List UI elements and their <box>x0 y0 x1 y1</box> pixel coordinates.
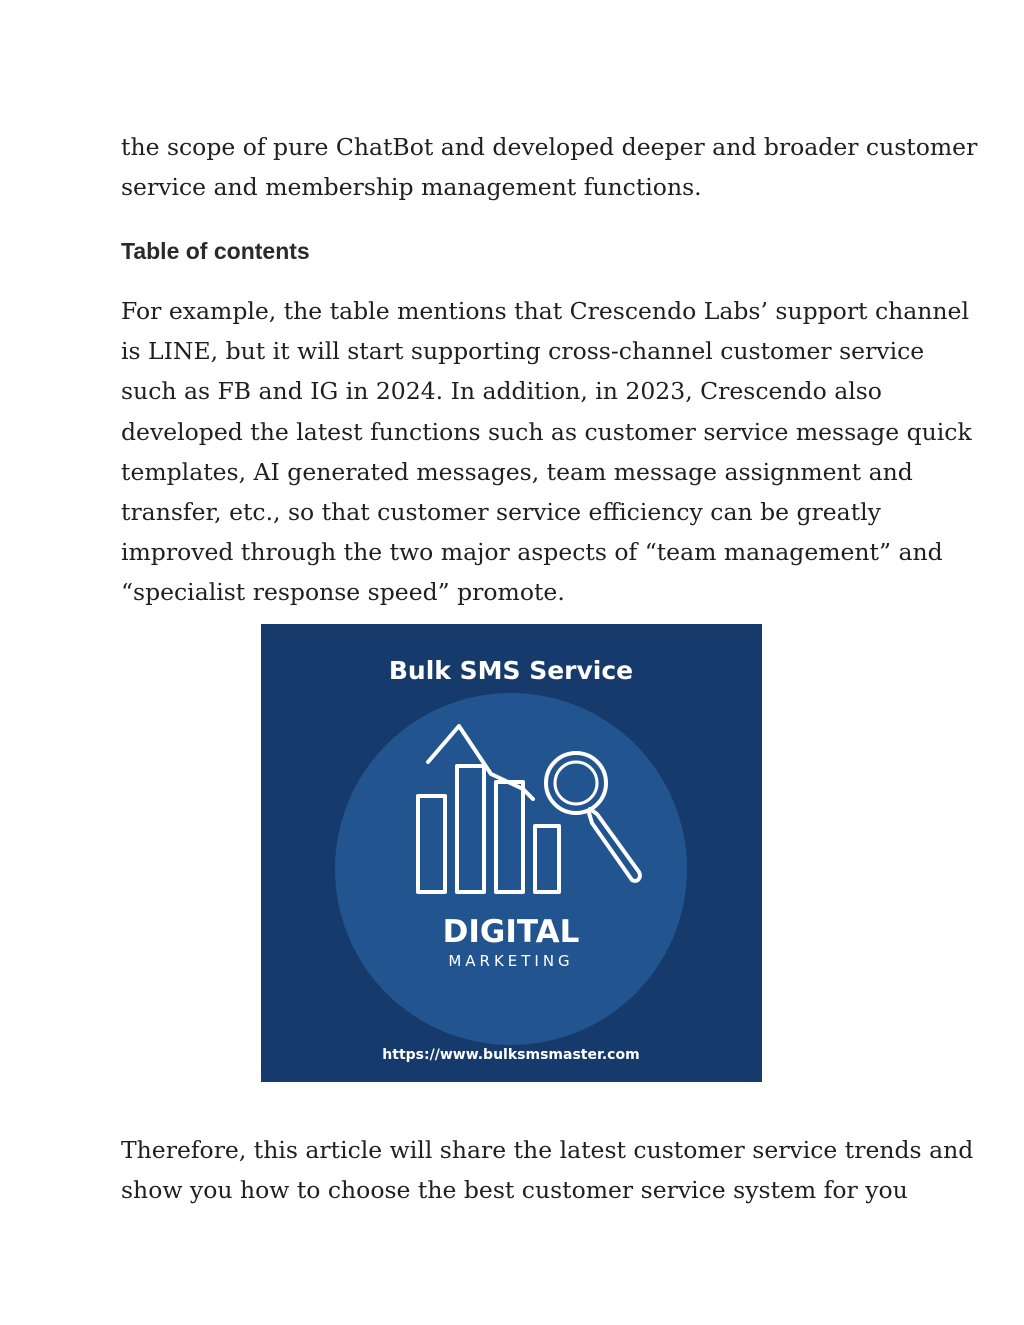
example-paragraph <box>121 291 972 613</box>
text-line: is LINE, but it will start supporting cross-channel customer service <box>121 337 925 366</box>
banner-main-word: DIGITAL <box>442 914 580 950</box>
text-line: show you how to choose the best customer service system for you <box>121 1176 908 1205</box>
text-line: such as FB and IG in 2024. In addition, in 2023, Crescendo also <box>121 377 882 406</box>
bulk-sms-banner-image <box>261 624 762 1082</box>
text-line: For example, the table mentions that Crescendo Labs’ support channel <box>121 297 969 325</box>
banner-circle <box>335 693 687 1045</box>
text-line: developed the latest functions such as customer service message quick <box>121 417 972 446</box>
banner-sub-word: MARKETING <box>448 952 574 970</box>
text-line: the scope of pure ChatBot and developed deeper and broader customer <box>121 133 978 161</box>
text-line: Therefore, this article will share the latest customer service trends and <box>121 1136 974 1164</box>
intro-paragraph <box>121 127 978 207</box>
text-line: improved through the two major aspects of “team management” and <box>121 538 943 567</box>
text-line: transfer, etc., so that customer service efficiency can be greatly <box>121 498 881 527</box>
text-line: templates, AI generated messages, team message assignment and <box>121 457 913 486</box>
closing-paragraph <box>121 1130 974 1210</box>
banner-url: https://www.bulksmsmaster.com <box>382 1047 640 1063</box>
text-line: service and membership management functions. <box>121 173 702 202</box>
banner-title: Bulk SMS Service <box>388 656 634 685</box>
table-of-contents-heading: Table of contents <box>121 238 310 264</box>
text-line: “specialist response speed” promote. <box>121 578 565 607</box>
